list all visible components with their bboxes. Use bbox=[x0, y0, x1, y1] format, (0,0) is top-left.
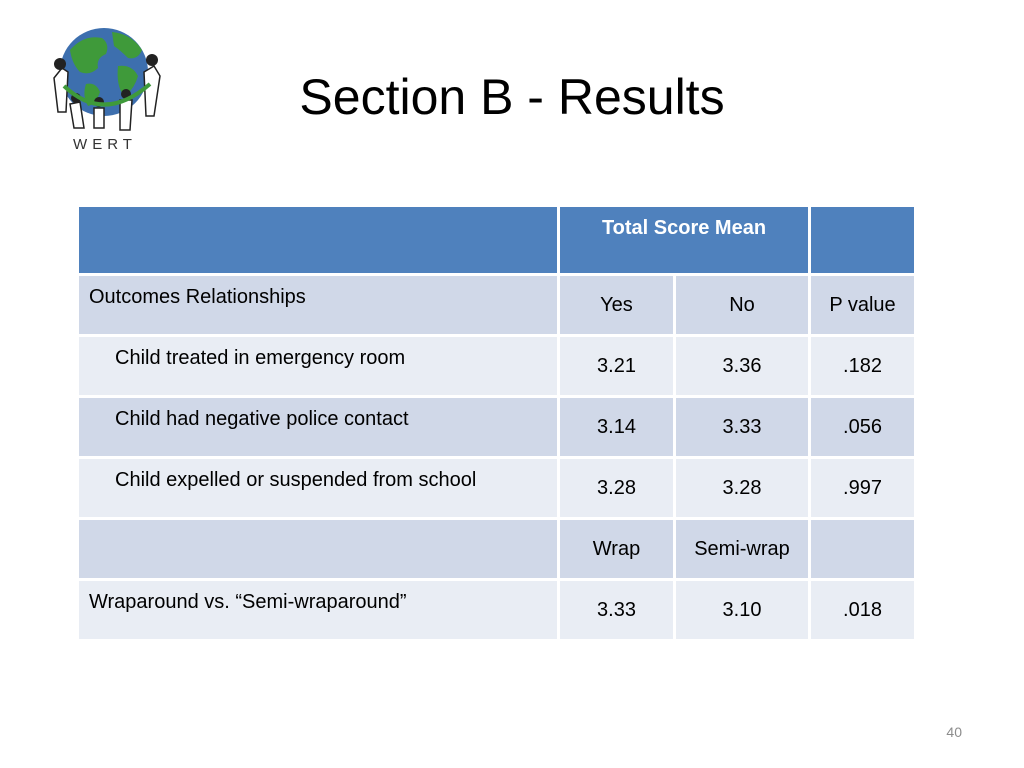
slide-title: Section B - Results bbox=[299, 69, 725, 125]
results-table bbox=[76, 204, 917, 642]
header-label-cell bbox=[78, 206, 559, 275]
cell-col-3: P value bbox=[810, 275, 916, 336]
cell-col-3: .018 bbox=[810, 580, 916, 641]
header-last-cell bbox=[810, 206, 916, 275]
row-label: Wraparound vs. “Semi-wraparound” bbox=[78, 580, 559, 641]
cell-col-2: 3.36 bbox=[675, 336, 810, 397]
wert-logo bbox=[40, 20, 170, 160]
cell-col-2: No bbox=[675, 275, 810, 336]
cell-col-3: .182 bbox=[810, 336, 916, 397]
cell-col-1: Yes bbox=[559, 275, 675, 336]
row-label: Child expelled or suspended from school bbox=[78, 458, 559, 519]
table-row bbox=[78, 336, 916, 397]
table-row bbox=[78, 397, 916, 458]
page-number: 40 bbox=[946, 724, 962, 740]
cell-col-1: 3.21 bbox=[559, 336, 675, 397]
table-row bbox=[78, 519, 916, 580]
header-total-score-mean: Total Score Mean bbox=[559, 206, 810, 275]
cell-col-3 bbox=[810, 519, 916, 580]
globe-icon bbox=[40, 20, 170, 136]
cell-col-2: 3.10 bbox=[675, 580, 810, 641]
cell-col-1: Wrap bbox=[559, 519, 675, 580]
row-label bbox=[78, 519, 559, 580]
table-row bbox=[78, 275, 916, 336]
cell-col-1: 3.33 bbox=[559, 580, 675, 641]
row-label: Child had negative police contact bbox=[78, 397, 559, 458]
cell-col-1: 3.14 bbox=[559, 397, 675, 458]
logo-text: WERT bbox=[73, 136, 137, 153]
cell-col-2: 3.28 bbox=[675, 458, 810, 519]
cell-col-3: .997 bbox=[810, 458, 916, 519]
cell-col-1: 3.28 bbox=[559, 458, 675, 519]
row-label: Child treated in emergency room bbox=[78, 336, 559, 397]
table-header-row bbox=[78, 206, 916, 275]
cell-col-2: Semi-wrap bbox=[675, 519, 810, 580]
table-row bbox=[78, 458, 916, 519]
cell-col-3: .056 bbox=[810, 397, 916, 458]
row-label: Outcomes Relationships bbox=[78, 275, 559, 336]
table-row bbox=[78, 580, 916, 641]
cell-col-2: 3.33 bbox=[675, 397, 810, 458]
